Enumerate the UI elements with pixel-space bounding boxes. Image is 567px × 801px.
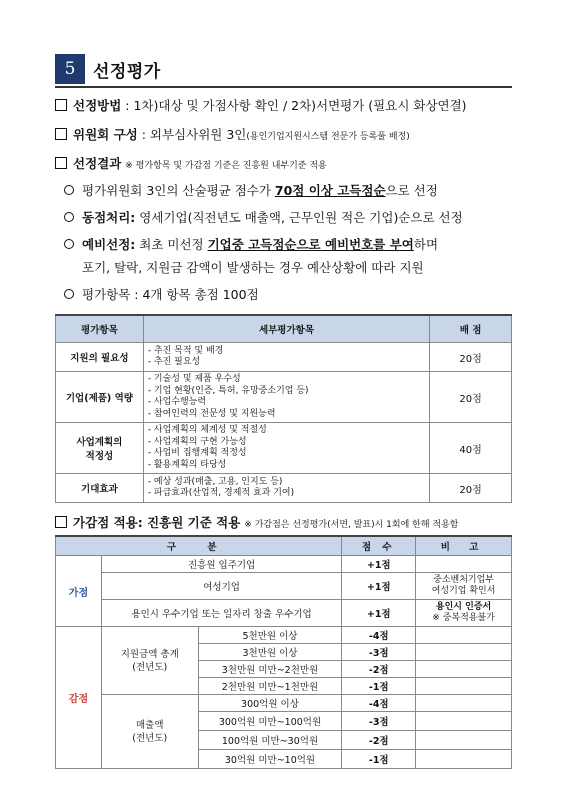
bullet-text: 최초 미선정 (135, 237, 208, 252)
section-header (55, 54, 161, 84)
item-cell: 용인시 우수기업 또는 일자리 창출 우수기업 (101, 600, 341, 627)
score-cell: -2점 (342, 661, 416, 678)
section-title: 선정평가 (93, 61, 161, 82)
bullet-text: 평가항목 : 4개 항목 총점 100점 (82, 287, 259, 302)
selection-result (55, 154, 327, 172)
group-sub: (전년도) (132, 661, 168, 673)
item-cell: 진흥원 입주기업 (101, 556, 341, 573)
score-cell: -3점 (342, 644, 416, 661)
committee-note: (용인기업지원시스템 전문가 등록풀 배정) (246, 132, 410, 142)
category-cell: 지원의 필요성 (56, 343, 144, 372)
note-cell (416, 627, 512, 644)
method-text: : 1차)대상 및 가점사항 확인 / 2차)서면평가 (필요시 화상연결) (121, 98, 467, 113)
range-cell: 3천만원 미만~2천만원 (198, 661, 342, 678)
detail-cell (143, 343, 429, 372)
table-row (56, 600, 512, 627)
bullet-text: 평가위원회 3인의 산술평균 점수가 (82, 183, 275, 198)
bullet-item (64, 208, 463, 226)
bullet-item (64, 181, 438, 199)
table-row (56, 474, 512, 503)
checkbox-square-icon (55, 99, 67, 111)
note-cell (416, 731, 512, 750)
bullet-item (64, 235, 438, 253)
score-cell: +1점 (342, 573, 416, 600)
note-cell (416, 712, 512, 731)
detail-cell (143, 474, 429, 503)
table-header-row (56, 536, 512, 556)
column-header: 구 분 (56, 536, 342, 556)
table-row (56, 423, 512, 474)
note-line: 용인시 인증서 (435, 602, 492, 612)
result-note: ※ 평가항목 및 가감점 기준은 진흥원 내부기준 적용 (125, 161, 327, 171)
note-cell (416, 695, 512, 712)
detail-item: - 사업비 집행계획 적정성 (147, 448, 247, 458)
bullet-label: 동점처리: (82, 210, 136, 225)
bonus-note: ※ 가감점은 선정평가(서면, 발표)시 1회에 한해 적용함 (244, 520, 459, 530)
bullet-text: 으로 선정 (385, 183, 438, 198)
table-header-row (56, 315, 512, 343)
detail-item: - 예상 성과(매출, 고용, 인지도 등) (147, 476, 283, 487)
points-cell: 20점 (430, 474, 512, 503)
detail-cell (143, 423, 429, 474)
group-cell (101, 627, 198, 695)
bonus-title: 가감점 적용: 진흥원 기준 적용 (73, 515, 241, 530)
section-divider (55, 86, 512, 88)
checkbox-square-icon (55, 157, 67, 169)
bullet-label: 예비선정: (82, 237, 136, 252)
plus-label: 가점 (56, 556, 102, 627)
circle-bullet-icon (64, 212, 74, 222)
points-cell: 20점 (430, 343, 512, 372)
note-cell (416, 750, 512, 769)
column-header: 비 고 (416, 536, 512, 556)
committee-label: 위원회 구성 (73, 127, 138, 142)
table-row (56, 695, 512, 712)
result-label: 선정결과 (73, 156, 122, 171)
detail-item: - 사업계획의 구현 가능성 (147, 436, 247, 447)
checkbox-square-icon (55, 516, 67, 528)
circle-bullet-icon (64, 289, 74, 299)
column-header: 배 점 (430, 315, 512, 343)
note-line: 중소벤처기업부 (433, 575, 494, 585)
bonus-heading (55, 513, 459, 531)
circle-bullet-icon (64, 239, 74, 249)
note-cell (416, 678, 512, 695)
method-label: 선정방법 (73, 98, 122, 113)
column-header: 점 수 (342, 536, 416, 556)
category-line: 적정성 (85, 451, 114, 462)
table-row (56, 556, 512, 573)
item-cell: 여성기업 (101, 573, 341, 600)
note-cell (416, 644, 512, 661)
range-cell: 300억원 이상 (198, 695, 342, 712)
detail-item: - 사업계획의 체계성 및 적절성 (147, 425, 267, 435)
table-row (56, 372, 512, 423)
category-cell: 기업(제품) 역량 (56, 372, 144, 423)
points-cell: 40점 (430, 423, 512, 474)
score-cell: -2점 (342, 731, 416, 750)
detail-item: - 기업 현황(인증, 특허, 유망중소기업 등) (147, 385, 309, 396)
detail-item: - 기술성 및 제품 우수성 (147, 374, 241, 384)
category-cell (56, 423, 144, 474)
points-cell: 20점 (430, 372, 512, 423)
column-header: 세부평가항목 (143, 315, 429, 343)
committee (55, 125, 410, 143)
bullet-underline: 기업중 고득점순으로 예비번호를 부여 (207, 237, 414, 252)
note-cell (416, 661, 512, 678)
score-cell: -3점 (342, 712, 416, 731)
category-line: 사업계획의 (76, 437, 123, 448)
score-cell: -4점 (342, 695, 416, 712)
category-cell: 기대효과 (56, 474, 144, 503)
table-row (56, 573, 512, 600)
selection-method (55, 96, 467, 114)
score-cell: +1점 (342, 600, 416, 627)
group-sub: (전년도) (132, 732, 168, 744)
table-row (56, 627, 512, 644)
bullet-text: 영세기업(직전년도 매출액, 근무인원 적은 기업)순으로 선정 (135, 210, 463, 225)
note-cell (416, 556, 512, 573)
range-cell: 30억원 미만~10억원 (198, 750, 342, 769)
detail-cell (143, 372, 429, 423)
minus-label: 감점 (56, 627, 102, 769)
bullet-item (64, 285, 259, 303)
bonus-table (55, 535, 512, 769)
note-cell (416, 573, 512, 600)
bullet-text: 하며 (413, 237, 439, 252)
note-cell (416, 600, 512, 627)
section-number: 5 (55, 54, 85, 84)
score-cell: -4점 (342, 627, 416, 644)
detail-item: - 추진 필요성 (147, 357, 201, 367)
detail-item: - 파급효과(산업적, 경제적 효과 기여) (147, 488, 295, 498)
group-name: 지원금액 총계 (120, 648, 179, 660)
detail-item: - 참여인력의 전문성 및 지원능력 (147, 408, 276, 419)
bullet-continuation: 포기, 탈락, 지원금 감액이 발생하는 경우 예산상황에 따라 지원 (82, 260, 424, 275)
score-cell: -1점 (342, 750, 416, 769)
checkbox-square-icon (55, 128, 67, 140)
group-name: 매출액 (136, 719, 164, 731)
detail-item: - 추진 목적 및 배경 (147, 345, 224, 356)
detail-item: - 활용계획의 타당성 (147, 459, 227, 470)
score-cell: +1점 (342, 556, 416, 573)
table-row (56, 343, 512, 372)
group-cell (101, 695, 198, 769)
bullet-underline: 70점 이상 고득점순 (274, 183, 386, 198)
evaluation-table (55, 314, 512, 503)
detail-item: - 사업수행능력 (147, 397, 207, 407)
score-cell: -1점 (342, 678, 416, 695)
note-line: ※ 중복적용불가 (432, 613, 495, 623)
range-cell: 2천만원 미만~1천만원 (198, 678, 342, 695)
note-line: 여성기업 확인서 (431, 586, 496, 596)
range-cell: 300억원 미만~100억원 (198, 712, 342, 731)
committee-text: : 외부심사위원 3인 (137, 127, 247, 142)
range-cell: 5천만원 이상 (198, 627, 342, 644)
range-cell: 3천만원 이상 (198, 644, 342, 661)
range-cell: 100억원 미만~30억원 (198, 731, 342, 750)
circle-bullet-icon (64, 185, 74, 195)
column-header: 평가항목 (56, 315, 144, 343)
